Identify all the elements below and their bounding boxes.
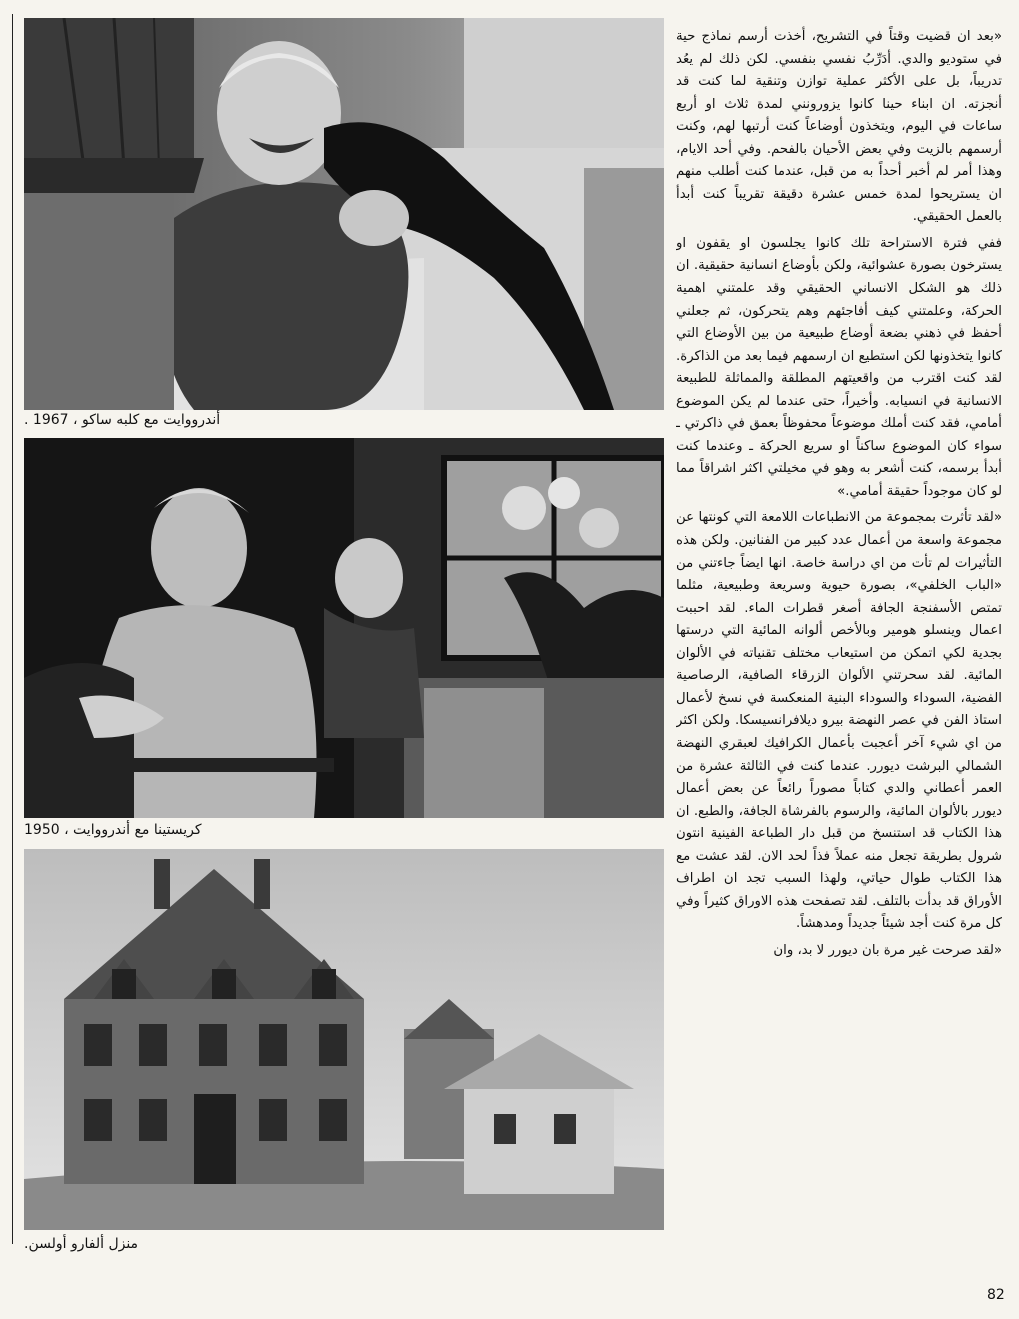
article-paragraph: «بعد ان قضيت وقتاً في التشريح، أخذت أرسم نماذج حية في ستوديو والدي. أدَرِّبُ نفسي بنفسي. لكن ذلك لم يعُد تدريباً، بل على الأكثر عملية توازن وتنقية لما كنت قد أنجزته. ان ابناء حينا كانوا يزورونني لمدة ثلاث او أربع ساعات في اليوم، ويتخذون أوضاعاً كنت أرتبها لهم، وكنت أرسمهم بالزيت وفي بعض الأحيان بالفحم. وفي أحد الايام، وهذا أمر لم أخبر أحداً به من قبل، عندما كنت أطلب منهم ان يستريحوا لمدة خمس عشرة دقيقة تقريباً كنت أبدأ بالعمل الحقيقي. — [676, 29, 1002, 225]
article-paragraph: «لقد تأثرت بمجموعة من الانطباعات اللامعة التي كونتها عن مجموعة واسعة من أعمال عدد كبير من الفنانين. ولكن هذه التأثيرات لم تأت من اي دراسة خاصة. انها ايضاً جاءتني من «الباب الخلفي»، بصورة حيوية وسريعة وطبيعية، مثلما تمتص الأسفنجة الجافة أصغر قطرات الماء. لقد احببت اعمال وينسلو هومير وبالأخص ألوانه المائية التي درستها بجدية لكي اتمكن من استيعاب مختلف تقنياته في الألوان المائية. لقد سحرتني الألوان الزرقاء الصافية، الرصاصية الفضية، السوداء والسوداء البنية المنعكسة في نسخ لأعمال استاذ الفن في عصر النهضة بيرو ديلافرانسيسكا. ولكن اكثر من اي شيء آخر أعجبت بأعمال الكرافيك لعبقري النهضة الشمالي البرشت ديورر. عندما كنت في الثالثة عشرة من العمر أعطاني والدي كتاباً مصوراً رائعاً عن بعض أعمال ديورر بالألوان المائية، والرسوم بالفرشاة الجافة، والطبع. ان هذا الكتاب قد استنسخ من قبل دار الطباعة الفينية انتون شرول بطريقة تجعل منه عملاً فذاً لحد الان. لقد عشت مع هذا الكتاب طوال حياتي، ولهذا السبب تجد ان اطراف الأوراق قد بدأت بالتلف. لقد تصفحت هذه الاوراق كثيراً وفي كل مرة كنت أجد شيئاً جديداً ومدهشاً. — [676, 510, 1002, 932]
caption-photo-1: أندرووايت مع كلبه ساكو ، 1967 . — [24, 412, 221, 428]
photo-man-with-dog — [24, 18, 664, 410]
caption-photo-3: منزل ألفارو أولسن. — [24, 1236, 139, 1252]
photo-olson-house — [24, 849, 664, 1230]
caption-photo-2: كريستينا مع أندرووايت ، 1950 — [24, 822, 202, 838]
left-margin-rule — [12, 14, 13, 1244]
photo-christina-and-wyeth — [24, 438, 664, 818]
page-number: 82 — [987, 1287, 1005, 1303]
article-paragraph: «لقد صرحت غير مرة بان ديورر لا بد، وان — [773, 942, 1002, 958]
article-text-column — [676, 26, 1002, 1291]
photo-christina-and-wyeth-image — [24, 438, 664, 818]
photo-man-with-dog-image — [24, 18, 664, 410]
photo-olson-house-image — [24, 849, 664, 1230]
article-paragraph: ففي فترة الاستراحة تلك كانوا يجلسون او يقفون او يسترخون بصورة عشوائية، ولكن بأوضاع انسانية حقيقية. ان ذلك هو الشكل الانساني الحقيقي وقد علمتني اهمية الحركة، وعلمتني كيف أفاجئهم وهم يتحركون، ثم جعلني أحفظ في ذهني بضعة أوضاع طبيعية من بين الأوضاع التي كانوا يتخذونها لكن استطيع ان ارسمهم فيما بعد من الذاكرة. لقد كنت اقترب من واقعيتهم المطلقة والمماثلة للطبيعة الانسانية في انسيابه. وأخيراً، حتى عندما لم يكن الموضوع أمامي، فقد كنت أملك موضوعاً محفوظاً بعمق في ذاكرتي ـ سواء كان الموضوع ساكناً او سريع الحركة ـ وعندما كنت أبدأ برسمه، كنت أشعر به وهو في مخيلتي اكثر اشراقاً مما لو كان موجوداً حقيقة أمامي.» — [676, 235, 1002, 499]
